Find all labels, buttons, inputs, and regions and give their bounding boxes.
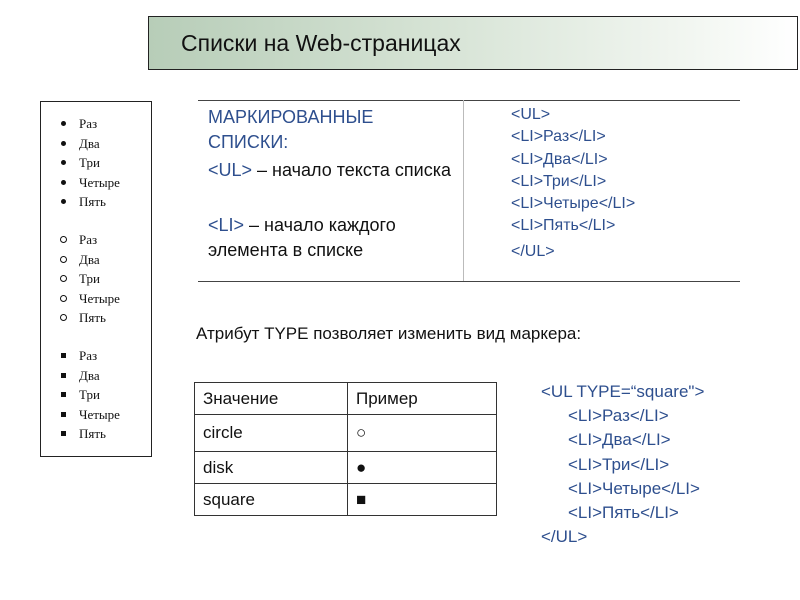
preview-group-disc xyxy=(59,114,120,212)
type-values-table xyxy=(194,382,497,516)
title-bar xyxy=(148,16,798,70)
list-item: Пять xyxy=(59,424,120,444)
disc-bullet-icon xyxy=(61,199,66,204)
list-item: Четыре xyxy=(59,173,120,193)
li-tag: <LI> xyxy=(208,215,245,235)
table-row xyxy=(195,484,497,516)
code-line: <LI>Два</LI> xyxy=(511,150,608,168)
code-line: <LI>Пять</LI> xyxy=(511,217,616,235)
code-example-type xyxy=(541,380,704,549)
code-line: </UL> xyxy=(511,242,555,260)
square-bullet-icon xyxy=(61,392,66,397)
column-divider xyxy=(463,100,464,281)
table-cell: ○ xyxy=(348,415,497,452)
table-row xyxy=(195,452,497,484)
list-item: Три xyxy=(59,385,120,405)
table-header: Пример xyxy=(348,383,497,415)
circle-bullet-icon xyxy=(60,236,67,243)
table-header: Значение xyxy=(195,383,348,415)
code-line: <UL> xyxy=(511,106,551,123)
square-bullet-icon xyxy=(61,431,66,436)
square-bullet-icon xyxy=(61,373,66,378)
preview-group-square xyxy=(59,346,120,444)
table-header-row xyxy=(195,383,497,415)
table-cell: ● xyxy=(348,452,497,484)
circle-bullet-icon xyxy=(60,275,67,282)
list-item: Пять xyxy=(59,308,120,328)
table-cell: square xyxy=(195,484,348,516)
code-example xyxy=(511,104,635,263)
ul-description: <UL> – начало текста списка xyxy=(208,160,451,180)
table-cell: ■ xyxy=(348,484,497,516)
code-line: <LI>Три</LI> xyxy=(568,454,670,474)
disc-bullet-icon xyxy=(61,141,66,146)
preview-group-circle xyxy=(59,230,120,328)
code-line: <LI>Три</LI> xyxy=(511,172,607,190)
li-description: <LI> – начало каждого элемента в списке xyxy=(208,215,396,260)
circle-bullet-icon xyxy=(60,295,67,302)
list-item: Пять xyxy=(59,192,120,212)
list-item: Четыре xyxy=(59,405,120,425)
bottom-divider xyxy=(198,281,740,282)
type-attribute-note: Атрибут TYPE позволяет изменить вид маркера: xyxy=(196,324,582,343)
page-title: Списки на Web-страницах xyxy=(181,30,461,56)
list-item: Раз xyxy=(59,230,120,250)
disc-bullet-icon xyxy=(61,160,66,165)
list-item: Два xyxy=(59,134,120,154)
marked-lists-heading: МАРКИРОВАННЫЕ СПИСКИ: xyxy=(208,107,374,152)
disc-bullet-icon xyxy=(61,180,66,185)
list-item: Раз xyxy=(59,114,120,134)
code-line: <LI>Четыре</LI> xyxy=(511,195,636,213)
code-line: <LI>Четыре</LI> xyxy=(568,478,700,498)
square-bullet-icon xyxy=(61,412,66,417)
code-line: <LI>Пять</LI> xyxy=(568,503,679,523)
table-cell: circle xyxy=(195,415,348,452)
disc-bullet-icon xyxy=(61,121,66,126)
list-item: Два xyxy=(59,250,120,270)
code-line: <LI>Раз</LI> xyxy=(511,128,606,146)
code-line: <LI>Два</LI> xyxy=(568,430,671,450)
top-divider xyxy=(198,100,740,101)
list-item: Раз xyxy=(59,346,120,366)
ul-tag: <UL> xyxy=(208,160,253,180)
code-line: </UL> xyxy=(541,527,588,547)
list-item: Два xyxy=(59,366,120,386)
table-row xyxy=(195,415,497,452)
circle-bullet-icon xyxy=(60,256,67,263)
code-line: <LI>Раз</LI> xyxy=(568,406,669,426)
list-item: Три xyxy=(59,153,120,173)
list-preview-box xyxy=(40,101,152,457)
circle-bullet-icon xyxy=(60,314,67,321)
list-item: Три xyxy=(59,269,120,289)
table-cell: disk xyxy=(195,452,348,484)
square-bullet-icon xyxy=(61,353,66,358)
list-item: Четыре xyxy=(59,289,120,309)
code-line: <UL TYPE=“square"> xyxy=(541,382,705,401)
